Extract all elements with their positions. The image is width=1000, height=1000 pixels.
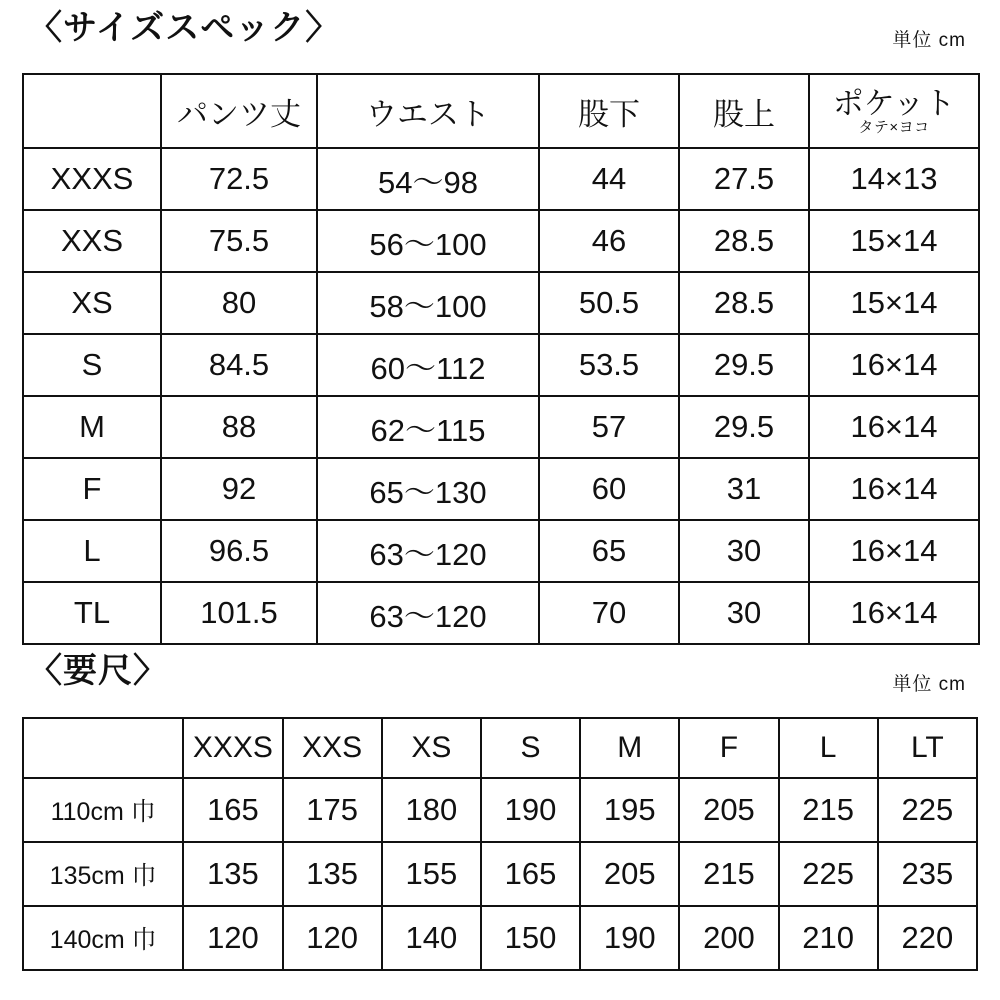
cell-inseam: 70 [539, 582, 679, 644]
cell-size: F [23, 458, 161, 520]
cell-size: M [23, 396, 161, 458]
table-row [23, 778, 977, 842]
cell-size: TL [23, 582, 161, 644]
column-header-size: LT [878, 718, 977, 778]
yardage-unit-label: 単位 cm [892, 673, 966, 695]
yardage-unit-row [22, 673, 978, 715]
column-header-pocket-main: ポケット [832, 85, 956, 121]
row-header-fabric-width: 140cm 巾 [23, 906, 183, 970]
table-row [23, 210, 979, 272]
cell-inseam: 65 [539, 520, 679, 582]
table-row [23, 582, 979, 644]
cell-waist: 56〜100 [317, 210, 539, 272]
yardage-title: 〈要尺〉 [28, 652, 168, 691]
cell-yardage-value: 180 [382, 778, 481, 842]
column-header-size: M [580, 718, 679, 778]
size-spec-table [22, 73, 980, 645]
cell-inseam: 60 [539, 458, 679, 520]
cell-yardage-value: 205 [679, 778, 778, 842]
cell-yardage-value: 165 [183, 778, 282, 842]
cell-pants-length: 101.5 [161, 582, 317, 644]
cell-yardage-value: 225 [878, 778, 977, 842]
cell-pants-length: 92 [161, 458, 317, 520]
cell-rise: 28.5 [679, 210, 809, 272]
column-header-rise: 股上 [679, 74, 809, 148]
cell-pants-length: 96.5 [161, 520, 317, 582]
cell-yardage-value: 120 [183, 906, 282, 970]
table-header-row [23, 74, 979, 148]
cell-rise: 29.5 [679, 334, 809, 396]
cell-yardage-value: 155 [382, 842, 481, 906]
cell-size: L [23, 520, 161, 582]
cell-yardage-value: 225 [779, 842, 878, 906]
cell-rise: 27.5 [679, 148, 809, 210]
column-header-size: XXS [283, 718, 382, 778]
cell-yardage-value: 120 [283, 906, 382, 970]
cell-waist: 63〜120 [317, 520, 539, 582]
cell-waist: 58〜100 [317, 272, 539, 334]
cell-yardage-value: 200 [679, 906, 778, 970]
column-header-pocket [809, 74, 979, 148]
cell-rise: 29.5 [679, 396, 809, 458]
size-spec-unit-label: 単位 cm [892, 30, 966, 52]
cell-pants-length: 88 [161, 396, 317, 458]
cell-size: XXXS [23, 148, 161, 210]
cell-yardage-value: 135 [183, 842, 282, 906]
cell-waist: 65〜130 [317, 458, 539, 520]
cell-inseam: 44 [539, 148, 679, 210]
cell-pants-length: 84.5 [161, 334, 317, 396]
cell-pants-length: 75.5 [161, 210, 317, 272]
table-row [23, 520, 979, 582]
cell-pocket: 15×14 [809, 210, 979, 272]
cell-size: XXS [23, 210, 161, 272]
cell-yardage-value: 190 [481, 778, 580, 842]
cell-yardage-value: 235 [878, 842, 977, 906]
cell-waist: 62〜115 [317, 396, 539, 458]
cell-pants-length: 80 [161, 272, 317, 334]
table-row [23, 842, 977, 906]
table-header-row [23, 718, 977, 778]
cell-yardage-value: 220 [878, 906, 977, 970]
cell-yardage-value: 150 [481, 906, 580, 970]
cell-rise: 30 [679, 520, 809, 582]
cell-inseam: 50.5 [539, 272, 679, 334]
cell-yardage-value: 165 [481, 842, 580, 906]
column-header-pants-length: パンツ丈 [161, 74, 317, 148]
column-header-size: L [779, 718, 878, 778]
table-row [23, 334, 979, 396]
table-row [23, 906, 977, 970]
size-spec-title: 〈サイズスペック〉 [28, 9, 341, 47]
cell-size: XS [23, 272, 161, 334]
column-header-size: S [481, 718, 580, 778]
cell-pocket: 16×14 [809, 520, 979, 582]
column-header-size: F [679, 718, 778, 778]
cell-rise: 31 [679, 458, 809, 520]
cell-yardage-value: 215 [679, 842, 778, 906]
cell-yardage-value: 135 [283, 842, 382, 906]
cell-rise: 30 [679, 582, 809, 644]
cell-waist: 60〜112 [317, 334, 539, 396]
column-header-fabric-width [23, 718, 183, 778]
table-row [23, 396, 979, 458]
column-header-pocket-sub: タテ×ヨコ [858, 118, 930, 136]
cell-pocket: 14×13 [809, 148, 979, 210]
table-row [23, 272, 979, 334]
cell-pocket: 16×14 [809, 582, 979, 644]
column-header-size: XS [382, 718, 481, 778]
size-spec-unit-row [22, 30, 978, 71]
column-header-waist: ウエスト [317, 74, 539, 148]
cell-yardage-value: 175 [283, 778, 382, 842]
column-header-size: XXXS [183, 718, 282, 778]
cell-inseam: 46 [539, 210, 679, 272]
cell-waist: 63〜120 [317, 582, 539, 644]
cell-yardage-value: 215 [779, 778, 878, 842]
cell-pocket: 16×14 [809, 334, 979, 396]
cell-yardage-value: 210 [779, 906, 878, 970]
cell-inseam: 53.5 [539, 334, 679, 396]
column-header-size [23, 74, 161, 148]
row-header-fabric-width: 135cm 巾 [23, 842, 183, 906]
cell-pocket: 16×14 [809, 396, 979, 458]
cell-yardage-value: 140 [382, 906, 481, 970]
row-header-fabric-width: 110cm 巾 [23, 778, 183, 842]
cell-yardage-value: 195 [580, 778, 679, 842]
column-header-inseam: 股下 [539, 74, 679, 148]
cell-rise: 28.5 [679, 272, 809, 334]
yardage-table [22, 717, 978, 971]
cell-pants-length: 72.5 [161, 148, 317, 210]
table-row [23, 458, 979, 520]
cell-size: S [23, 334, 161, 396]
cell-pocket: 15×14 [809, 272, 979, 334]
cell-yardage-value: 190 [580, 906, 679, 970]
cell-pocket: 16×14 [809, 458, 979, 520]
cell-inseam: 57 [539, 396, 679, 458]
cell-yardage-value: 205 [580, 842, 679, 906]
table-row [23, 148, 979, 210]
cell-waist: 54〜98 [317, 148, 539, 210]
